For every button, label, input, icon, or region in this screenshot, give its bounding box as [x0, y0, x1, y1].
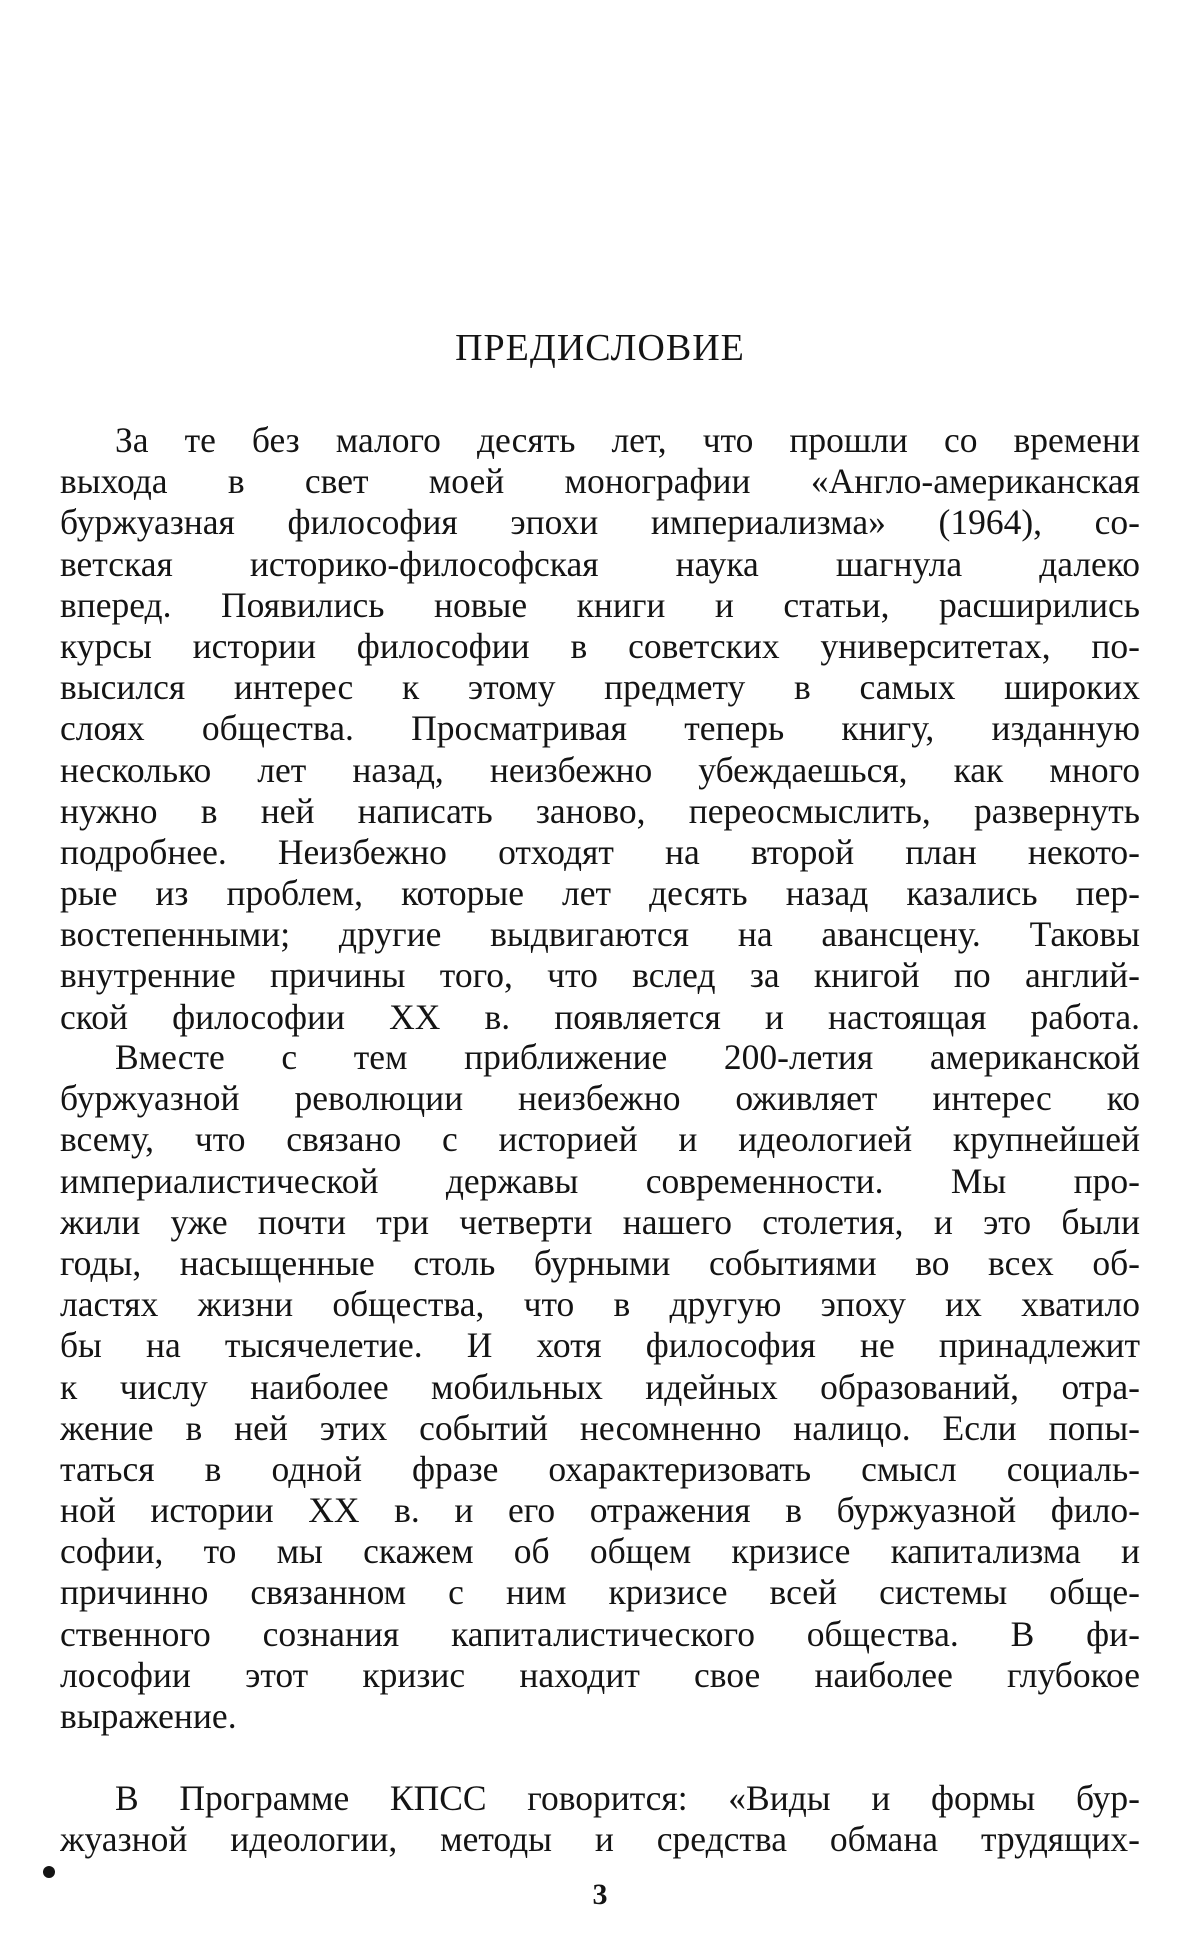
- text-line: востепенными; другие выдвигаются на авансцену. Таковы: [60, 914, 1140, 955]
- text-line: империалистической державы современности. Мы про-: [60, 1160, 1140, 1201]
- text-line: нужно в ней написать заново, переосмыслить, развернуть: [60, 790, 1140, 831]
- page-number: 3: [592, 1878, 608, 1911]
- text-line: За те без малого десять лет, что прошли со времени: [115, 420, 1140, 460]
- text-line: буржуазная философия эпохи империализма» (1964), со-: [60, 502, 1140, 543]
- text-line: несколько лет назад, неизбежно убеждаешься, как много: [60, 749, 1140, 790]
- text-line: жуазной идеологии, методы и средства обмана трудящих-: [60, 1819, 1140, 1860]
- text-line: причинно связанном с ним кризисе всей системы обще-: [60, 1572, 1140, 1613]
- text-line: ской философии XX в. появляется и настоящая работа.: [60, 996, 1140, 1037]
- text-line: В Программе КПСС говорится: «Виды и формы бур-: [115, 1778, 1140, 1818]
- text-line: жение в ней этих событий несомненно налицо. Если попы-: [60, 1407, 1140, 1448]
- text-line: курсы истории философии в советских университетах, по-: [60, 625, 1140, 666]
- text-line: буржуазной революции неизбежно оживляет интерес ко: [60, 1078, 1140, 1119]
- text-line: жили уже почти три четверти нашего столетия, и это были: [60, 1201, 1140, 1242]
- text-line: Вместе с тем приближение 200-летия американской: [115, 1037, 1140, 1077]
- text-line: подробнее. Неизбежно отходят на второй план некото-: [60, 831, 1140, 872]
- text-line: софии, то мы скажем об общем кризисе капитализма и: [60, 1531, 1140, 1572]
- text-line: рые из проблем, которые лет десять назад казались пер-: [60, 873, 1140, 914]
- paragraph-2: [60, 1037, 1140, 1737]
- text-line: таться в одной фразе охарактеризовать смысл социаль-: [60, 1448, 1140, 1489]
- text-line: всему, что связано с историей и идеологией крупнейшей: [60, 1119, 1140, 1160]
- text-line: ственного сознания капиталистического общества. В фи-: [60, 1613, 1140, 1654]
- text-line: ветская историко-философская наука шагнула далеко: [60, 543, 1140, 584]
- ink-dot-mark: [43, 1866, 55, 1878]
- text-line: выхода в свет моей монографии «Англо-американская: [60, 461, 1140, 502]
- text-line: лософии этот кризис находит свое наиболее глубокое: [60, 1654, 1140, 1695]
- text-line: высился интерес к этому предмету в самых широких: [60, 667, 1140, 708]
- text-line: внутренние причины того, что вслед за книгой по англий-: [60, 955, 1140, 996]
- text-line: годы, насыщенные столь бурными событиями во всех об-: [60, 1242, 1140, 1283]
- chapter-heading: ПРЕДИСЛОВИЕ: [455, 327, 745, 369]
- paragraph-1: [60, 420, 1140, 1038]
- text-line: слоях общества. Просматривая теперь книгу, изданную: [60, 708, 1140, 749]
- text-line: бы на тысячелетие. И хотя философия не принадлежит: [60, 1325, 1140, 1366]
- text-line: ной истории XX в. и его отражения в буржуазной фило-: [60, 1490, 1140, 1531]
- text-line: ластях жизни общества, что в другую эпоху их хватило: [60, 1284, 1140, 1325]
- text-line: вперед. Появились новые книги и статьи, расширились: [60, 584, 1140, 625]
- text-line: к числу наиболее мобильных идейных образований, отра-: [60, 1366, 1140, 1407]
- paragraph-3: [60, 1778, 1140, 1860]
- text-line: выражение.: [60, 1696, 237, 1736]
